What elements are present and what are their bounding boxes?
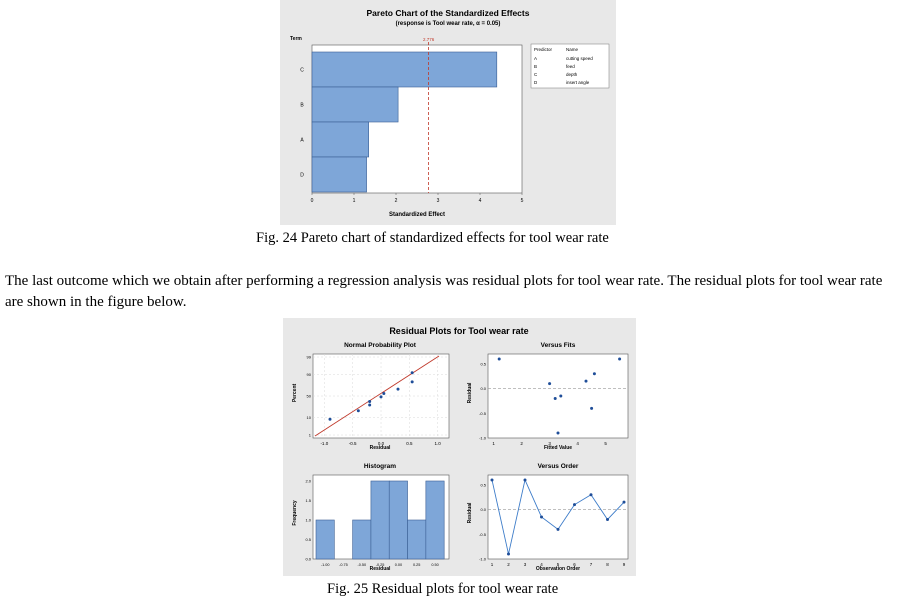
npp-x-tick-label: 0.5 — [406, 441, 413, 446]
term-label: Term — [290, 36, 302, 42]
pareto-x-tick-label: 1 — [352, 198, 356, 204]
residual-plots — [283, 318, 636, 576]
hist-bar — [353, 520, 371, 559]
pareto-x-tick-label: 2 — [394, 198, 398, 204]
npp-ylabel: Percent — [292, 383, 298, 403]
hist-x-tick-label: 0.25 — [413, 563, 421, 567]
hist-y-tick-label: 0.0 — [305, 556, 311, 562]
npp-x-tick-label: 0.0 — [377, 441, 385, 446]
pareto-category-label: A — [300, 137, 304, 144]
order-ylabel: Residual — [467, 502, 473, 524]
pareto-x-tick-label: 3 — [436, 198, 440, 204]
order-point — [606, 518, 609, 521]
npp-point — [380, 395, 383, 398]
pareto-legend — [531, 44, 609, 88]
hist-y-tick-label: 1.5 — [305, 498, 311, 503]
npp-y-tick-label: 99 — [306, 354, 311, 360]
fits-x-tick-label: 4 — [576, 441, 579, 446]
order-x-tick-label: 4 — [540, 562, 543, 567]
order-x-tick-label: 8 — [606, 562, 609, 567]
npp-point — [411, 371, 414, 374]
order-y-tick-label: -1.0 — [479, 556, 486, 562]
hist-y-tick-label: 0.5 — [305, 537, 311, 542]
fits-point — [498, 357, 501, 360]
hist-xlabel: Residual — [369, 566, 391, 572]
npp-point — [368, 400, 371, 403]
npp-point — [357, 409, 360, 412]
npp-point — [382, 392, 385, 395]
npp-y-tick-label: 90 — [306, 372, 311, 378]
npp-x-tick-label: -0.5 — [348, 441, 357, 446]
pareto-chart — [280, 0, 616, 225]
npp-y-tick-label: 1 — [308, 432, 311, 438]
pareto-bar — [312, 122, 369, 157]
order-x-tick-label: 9 — [622, 562, 626, 567]
fits-y-tick-label: -1.0 — [479, 435, 486, 441]
fits-point — [548, 382, 551, 385]
hist-ylabel: Frequency — [292, 500, 298, 526]
hist-x-tick-label: -1.00 — [320, 563, 330, 567]
order-x-tick-label: 6 — [573, 562, 576, 567]
npp-y-tick-label: 10 — [306, 414, 311, 420]
body-paragraph: The last outcome which we obtain after performing a regression analysis was residual plots for tool wear rate. The residual plots for tool wear rate are shown in the figure below. — [5, 273, 883, 310]
fits-x-tick-label: 1 — [492, 441, 495, 446]
pareto-category-label: C — [300, 67, 304, 74]
residual-figure — [283, 318, 636, 576]
order-plot-area — [488, 475, 628, 559]
hist-bar — [316, 520, 334, 559]
pareto-figure — [280, 0, 616, 225]
hist-bar — [408, 520, 426, 559]
pareto-xlabel: Standardized Effect — [388, 212, 446, 218]
npp-title: Normal Probability Plot — [344, 342, 416, 349]
npp-x-tick-label: 1.0 — [434, 441, 441, 446]
fits-plot-area — [488, 354, 628, 438]
fits-y-tick-label: 0.5 — [480, 361, 486, 367]
hist-bar — [389, 481, 407, 559]
fits-point — [618, 357, 621, 360]
fits-point — [593, 372, 596, 375]
order-x-tick-label: 3 — [523, 562, 527, 567]
hist-x-tick-label: -0.50 — [357, 563, 367, 567]
fits-point — [559, 395, 562, 398]
order-x-tick-label: 1 — [490, 562, 494, 567]
order-xlabel: Observation Order — [535, 566, 581, 572]
fig25-caption: Fig. 25 Residual plots for tool wear rate — [327, 581, 559, 597]
npp-point — [411, 380, 414, 383]
npp-point — [368, 403, 371, 406]
pareto-reference-label: 2.776 — [422, 37, 435, 42]
npp-xlabel: Residual — [369, 445, 391, 451]
fits-x-tick-label: 5 — [604, 441, 607, 446]
hist-y-tick-label: 1.0 — [305, 517, 311, 523]
legend-predictor: C — [534, 72, 538, 77]
legend-name: feed — [566, 64, 575, 69]
order-y-tick-label: 0.5 — [480, 482, 486, 488]
order-y-tick-label: 0.0 — [480, 507, 486, 513]
legend-header-predictor: Predictor — [534, 47, 553, 52]
fits-ylabel: Residual — [467, 382, 473, 404]
hist-bar — [426, 481, 444, 559]
legend-name: depth — [566, 72, 578, 77]
hist-x-tick-label: -0.25 — [375, 563, 385, 567]
order-point — [623, 501, 626, 504]
pareto-x-tick-label: 4 — [478, 198, 482, 204]
order-x-tick-label: 2 — [507, 562, 510, 567]
pareto-x-tick-label: 0 — [310, 198, 314, 204]
fits-point — [590, 407, 593, 410]
npp-x-tick-label: -1.0 — [320, 441, 329, 446]
hist-bar — [371, 481, 389, 559]
pareto-title: Pareto Chart of the Standardized Effects — [366, 8, 530, 18]
order-point — [573, 503, 576, 506]
pareto-bar — [312, 52, 497, 87]
npp-point — [397, 388, 400, 391]
order-point — [590, 493, 593, 496]
fits-x-tick-label: 3 — [548, 441, 551, 446]
pareto-category-label: D — [300, 172, 304, 179]
fits-point — [557, 432, 560, 435]
order-point — [524, 478, 527, 481]
order-point — [491, 478, 494, 481]
npp-y-tick-label: 50 — [306, 393, 311, 399]
pareto-subtitle: (response is Tool wear rate, α = 0.05) — [395, 21, 501, 27]
legend-name: cutting speed — [566, 56, 593, 61]
fits-x-tick-label: 2 — [520, 441, 523, 446]
pareto-bar — [312, 87, 398, 122]
hist-x-tick-label: 0.00 — [394, 563, 403, 567]
order-point — [507, 553, 510, 556]
npp-point — [329, 418, 332, 421]
hist-x-tick-label: 0.50 — [431, 563, 439, 567]
fits-xlabel: Fitted Value — [543, 445, 573, 451]
order-x-tick-label: 7 — [589, 562, 593, 567]
fits-title: Versus Fits — [540, 342, 576, 349]
legend-predictor: A — [534, 56, 538, 61]
order-point — [557, 528, 560, 531]
residual-title: Residual Plots for Tool wear rate — [389, 326, 529, 336]
order-x-tick-label: 5 — [556, 562, 560, 567]
hist-x-tick-label: -0.75 — [339, 563, 348, 567]
hist-title: Histogram — [363, 463, 397, 470]
pareto-x-tick-label: 5 — [520, 198, 524, 204]
legend-predictor: B — [534, 64, 538, 69]
pareto-bar — [312, 157, 367, 192]
fits-y-tick-label: 0.0 — [480, 386, 486, 392]
pareto-category-label: B — [300, 102, 304, 109]
legend-predictor: D — [534, 80, 538, 85]
legend-header-name: Name — [566, 47, 579, 52]
fig24-caption: Fig. 24 Pareto chart of standardized effects for tool wear rate — [256, 230, 609, 246]
fits-point — [585, 380, 588, 383]
fits-y-tick-label: -0.5 — [479, 410, 486, 416]
legend-name: insert angle — [566, 80, 590, 85]
fits-point — [554, 397, 557, 400]
order-y-tick-label: -0.5 — [479, 531, 486, 537]
order-title: Versus Order — [537, 463, 579, 470]
order-point — [540, 516, 543, 519]
hist-y-tick-label: 2.0 — [305, 478, 311, 484]
